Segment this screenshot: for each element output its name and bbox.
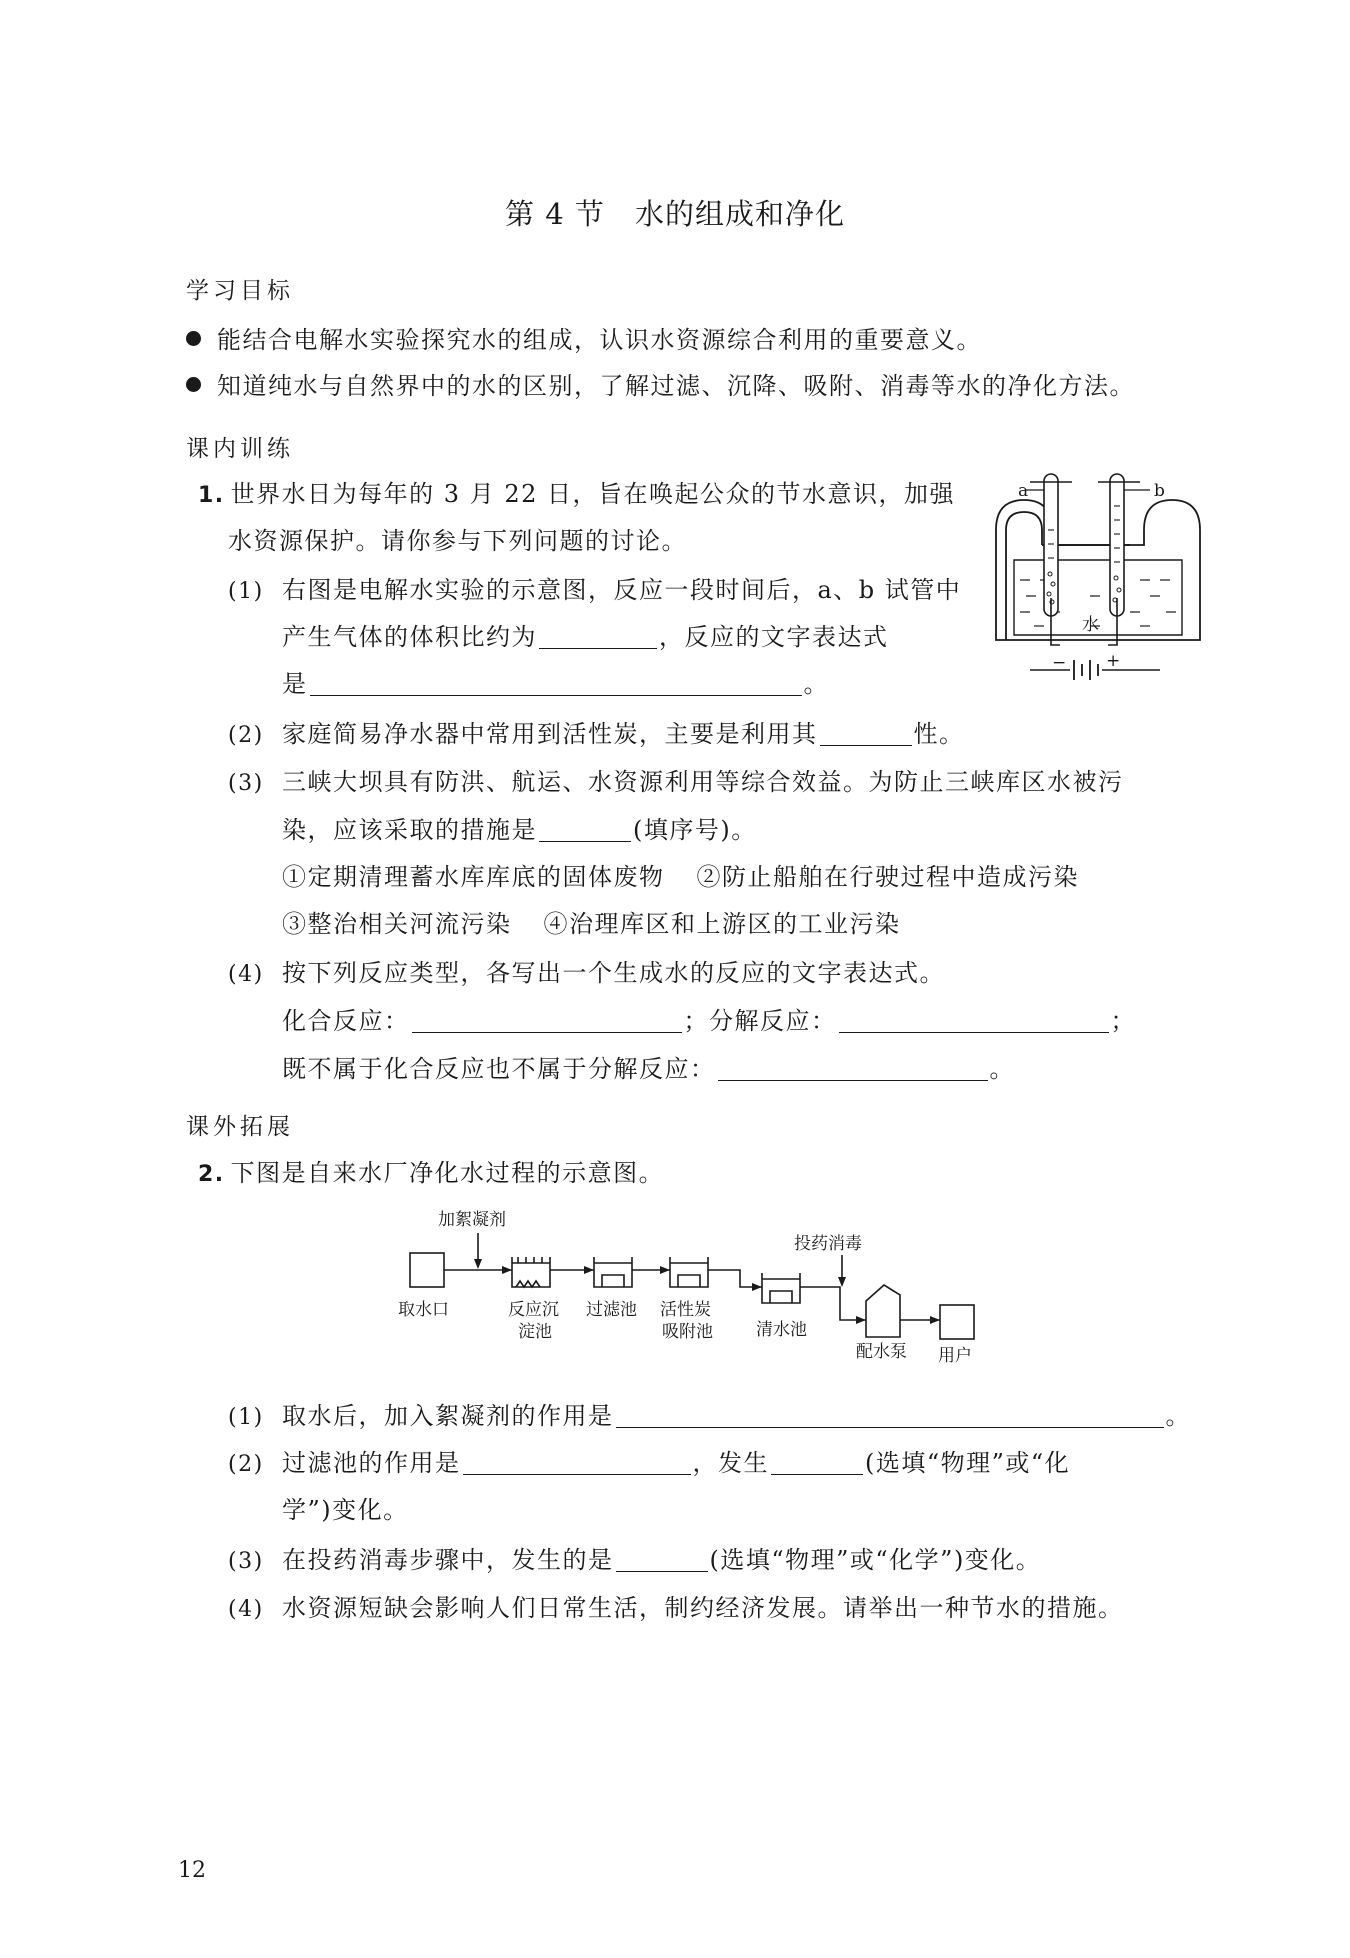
combination-reaction-blank[interactable] [412, 1010, 682, 1033]
q2-part2-line-1: (2) 过滤池的作用是 ，发生 (选填“物理”或“化 [228, 1449, 1071, 1477]
q2-part3: (3) 在投药消毒步骤中，发生的是 (选填“物理”或“化学”)变化。 [228, 1546, 1042, 1574]
user-box [940, 1305, 974, 1339]
page-title [0, 192, 1350, 233]
carbon-property-blank[interactable] [820, 723, 912, 746]
label-reaction-2: 淀池 [518, 1322, 552, 1342]
carbon-tank [670, 1257, 708, 1287]
filter-tank [594, 1257, 632, 1287]
section-number: 第 4 节 [505, 197, 605, 231]
q1-intro-line-2: 水资源保护。请你参与下列问题的讨论。 [228, 527, 687, 555]
classwork-heading: 课内训练 [186, 436, 294, 462]
clear-water-tank [762, 1273, 800, 1303]
disinfect-change-blank[interactable] [616, 1549, 708, 1572]
bullet-icon [186, 331, 201, 346]
intake-box [410, 1253, 444, 1287]
label-clear: 清水池 [756, 1320, 807, 1340]
q1-part2: (2) 家庭简易净水器中常用到活性炭，主要是利用其 性。 [228, 720, 965, 748]
label-pump: 配水泵 [856, 1342, 907, 1362]
extension-heading: 课外拓展 [186, 1114, 294, 1140]
label-b: b [1154, 481, 1165, 501]
q1-intro-line-1: 1. 世界水日为每年的 3 月 22 日，旨在唤起公众的节水意识，加强 [198, 480, 955, 508]
q1-part3-options-2: ③整治相关河流污染 ④治理库区和上游区的工业污染 [282, 910, 901, 938]
q1-part1-line-1: (1) 右图是电解水实验的示意图，反应一段时间后，a、b 试管中 [228, 576, 962, 604]
filter-change-blank[interactable] [771, 1452, 863, 1475]
label-intake: 取水口 [398, 1300, 449, 1320]
q2-part4: (4) 水资源短缺会影响人们日常生活，制约经济发展。请举出一种节水的措施。 [228, 1594, 1124, 1622]
q1-part3-options-1: ①定期清理蓄水库库底的固体废物 ②防止船舶在行驶过程中造成污染 [282, 863, 1079, 891]
electrolysis-expression-blank[interactable] [310, 673, 802, 696]
q1-part3-line-2: 染，应该采取的措施是 (填序号)。 [282, 816, 757, 844]
q1-part4-line-3: 既不属于化合反应也不属于分解反应： 。 [282, 1055, 1015, 1083]
test-tube-b [1110, 474, 1124, 616]
q1-part4-line-1: (4) 按下列反应类型，各写出一个生成水的反应的文字表达式。 [228, 959, 945, 987]
q2-part1: (1) 取水后，加入絮凝剂的作用是 。 [228, 1402, 1191, 1430]
label-carbon-1: 活性炭 [660, 1300, 711, 1320]
label-minus: − [1052, 653, 1067, 673]
water-plant-diagram [390, 1205, 1010, 1375]
objective-item-1: 能结合电解水实验探究水的组成，认识水资源综合利用的重要意义。 [186, 320, 982, 355]
measures-blank[interactable] [539, 819, 631, 842]
label-water: 水 [1082, 615, 1099, 635]
volume-ratio-blank[interactable] [539, 626, 657, 649]
label-user: 用户 [938, 1346, 972, 1366]
decomposition-reaction-blank[interactable] [839, 1010, 1109, 1033]
label-flocculant: 加絮凝剂 [438, 1210, 506, 1230]
section-name: 水的组成和净化 [634, 197, 845, 231]
objectives-heading: 学习目标 [186, 278, 294, 304]
objective-item-2: 知道纯水与自然界中的水的区别，了解过滤、沉降、吸附、消毒等水的净化方法。 [186, 366, 1135, 401]
page-number: 12 [178, 1858, 206, 1883]
label-filter: 过滤池 [586, 1300, 637, 1320]
flocculant-role-blank[interactable] [616, 1405, 1164, 1428]
q1-part1-line-2: 产生气体的体积比约为 ，反应的文字表达式 [282, 623, 889, 651]
label-reaction-1: 反应沉 [508, 1300, 559, 1320]
other-reaction-blank[interactable] [718, 1058, 988, 1081]
q2-intro: 2. 下图是自来水厂净化水过程的示意图。 [198, 1159, 665, 1187]
bullet-icon [186, 377, 201, 392]
q1-part4-line-2: 化合反应： ；分解反应： ； [282, 1007, 1136, 1035]
q1-part3-line-1: (3) 三峡大坝具有防洪、航运、水资源利用等综合效益。为防止三峡库区水被污 [228, 768, 1124, 796]
label-carbon-2: 吸附池 [662, 1322, 713, 1342]
label-a: a [1018, 481, 1029, 501]
label-plus: + [1106, 651, 1121, 671]
q1-part1-line-3: 是 。 [282, 670, 829, 698]
q2-part2-line-2: 学”)变化。 [282, 1496, 409, 1524]
filter-role-blank[interactable] [463, 1452, 691, 1475]
label-disinfect: 投药消毒 [794, 1234, 862, 1254]
electrolysis-figure [990, 470, 1210, 690]
battery-icon [1074, 660, 1098, 680]
pump-shape [866, 1285, 900, 1337]
